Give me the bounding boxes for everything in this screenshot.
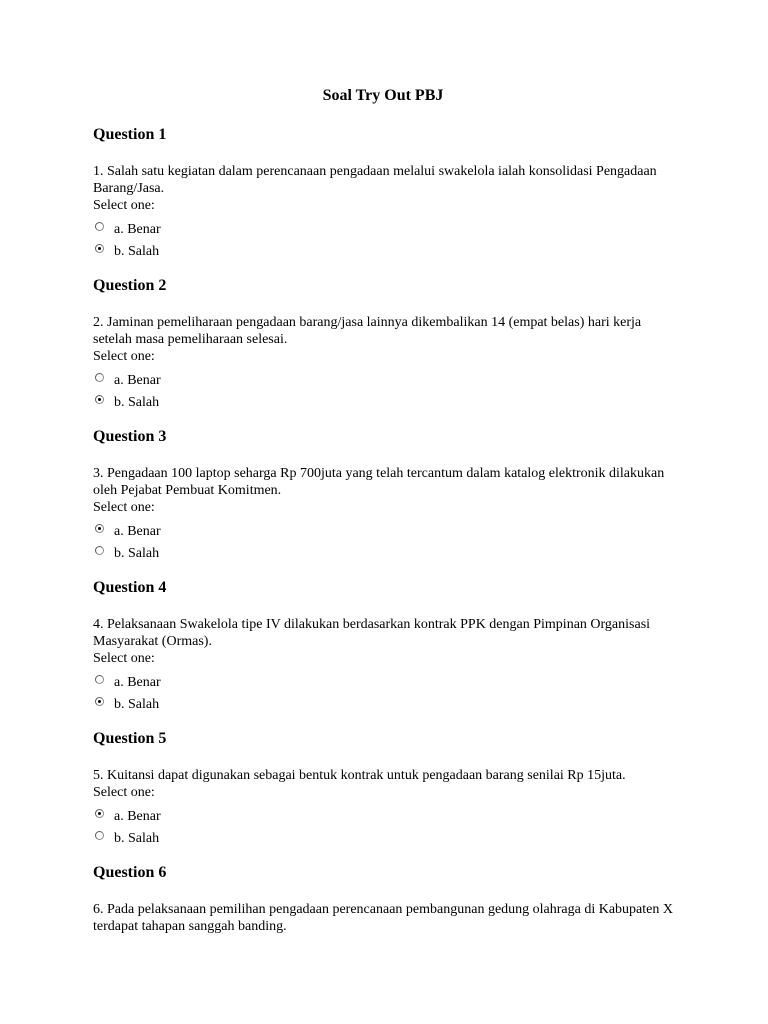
question-spacer [93,564,693,578]
option-label: b. Salah [114,830,160,846]
question-spacer [93,413,693,427]
radio-checked-icon[interactable] [95,395,104,404]
option-label: a. Benar [114,674,161,690]
question-text: 3. Pengadaan 100 laptop seharga Rp 700juta yang telah tercantum dalam katalog elektronik dilakukan oleh Pejabat Pembuat Komitmen. [93,466,665,498]
select-one-prompt: Select one: [93,785,155,800]
radio-unchecked-icon[interactable] [95,831,104,840]
option-label: b. Salah [114,545,160,561]
option-label: b. Salah [114,243,160,259]
option-label: b. Salah [114,696,160,712]
select-one-prompt: Select one: [93,349,155,364]
question-text: 2. Jaminan pemeliharaan pengadaan barang/jasa lainnya dikembalikan 14 (empat belas) hari kerja setelah masa pemeliharaan selesai. [93,315,642,347]
radio-checked-icon[interactable] [95,524,104,533]
question-list [93,125,693,935]
question-block [93,427,693,578]
document-page [93,86,693,935]
question-heading: Question 4 [93,579,167,596]
answer-option[interactable] [93,369,693,391]
question-text: 5. Kuitansi dapat digunakan sebagai bentuk kontrak untuk pengadaan barang senilai Rp 15juta. [93,768,626,783]
option-label: b. Salah [114,394,160,410]
answer-option[interactable] [93,218,693,240]
option-label: a. Benar [114,372,161,388]
radio-checked-icon[interactable] [95,697,104,706]
answer-option[interactable] [93,671,693,693]
option-label: a. Benar [114,523,161,539]
option-label: a. Benar [114,221,161,237]
question-heading: Question 5 [93,730,167,747]
radio-checked-icon[interactable] [95,809,104,818]
select-one-prompt: Select one: [93,500,155,515]
answer-option[interactable] [93,693,693,715]
select-one-prompt: Select one: [93,651,155,666]
answer-option[interactable] [93,520,693,542]
answer-option[interactable] [93,542,693,564]
question-heading: Question 6 [93,864,167,881]
answer-option[interactable] [93,805,693,827]
answer-option[interactable] [93,240,693,262]
radio-unchecked-icon[interactable] [95,546,104,555]
question-block [93,578,693,729]
radio-checked-icon[interactable] [95,244,104,253]
question-block [93,863,693,935]
radio-unchecked-icon[interactable] [95,373,104,382]
option-label: a. Benar [114,808,161,824]
question-block [93,125,693,276]
answer-option[interactable] [93,827,693,849]
question-heading: Question 2 [93,277,167,294]
question-text: 1. Salah satu kegiatan dalam perencanaan pengadaan melalui swakelola ialah konsolidasi Pengadaan Barang/Jasa. [93,164,657,196]
question-spacer [93,849,693,863]
question-heading: Question 3 [93,428,167,445]
question-block [93,276,693,427]
question-text: 6. Pada pelaksanaan pemilihan pengadaan perencanaan pembangunan gedung olahraga di Kabupaten X terdapat tahapan sanggah banding. [93,902,673,934]
question-text: 4. Pelaksanaan Swakelola tipe IV dilakukan berdasarkan kontrak PPK dengan Pimpinan Organisasi Masyarakat (Ormas). [93,617,651,649]
question-block [93,729,693,863]
question-spacer [93,715,693,729]
radio-unchecked-icon[interactable] [95,675,104,684]
select-one-prompt: Select one: [93,198,155,213]
document-title: Soal Try Out PBJ [322,87,444,104]
radio-unchecked-icon[interactable] [95,222,104,231]
question-spacer [93,262,693,276]
answer-option[interactable] [93,391,693,413]
question-heading: Question 1 [93,126,167,143]
